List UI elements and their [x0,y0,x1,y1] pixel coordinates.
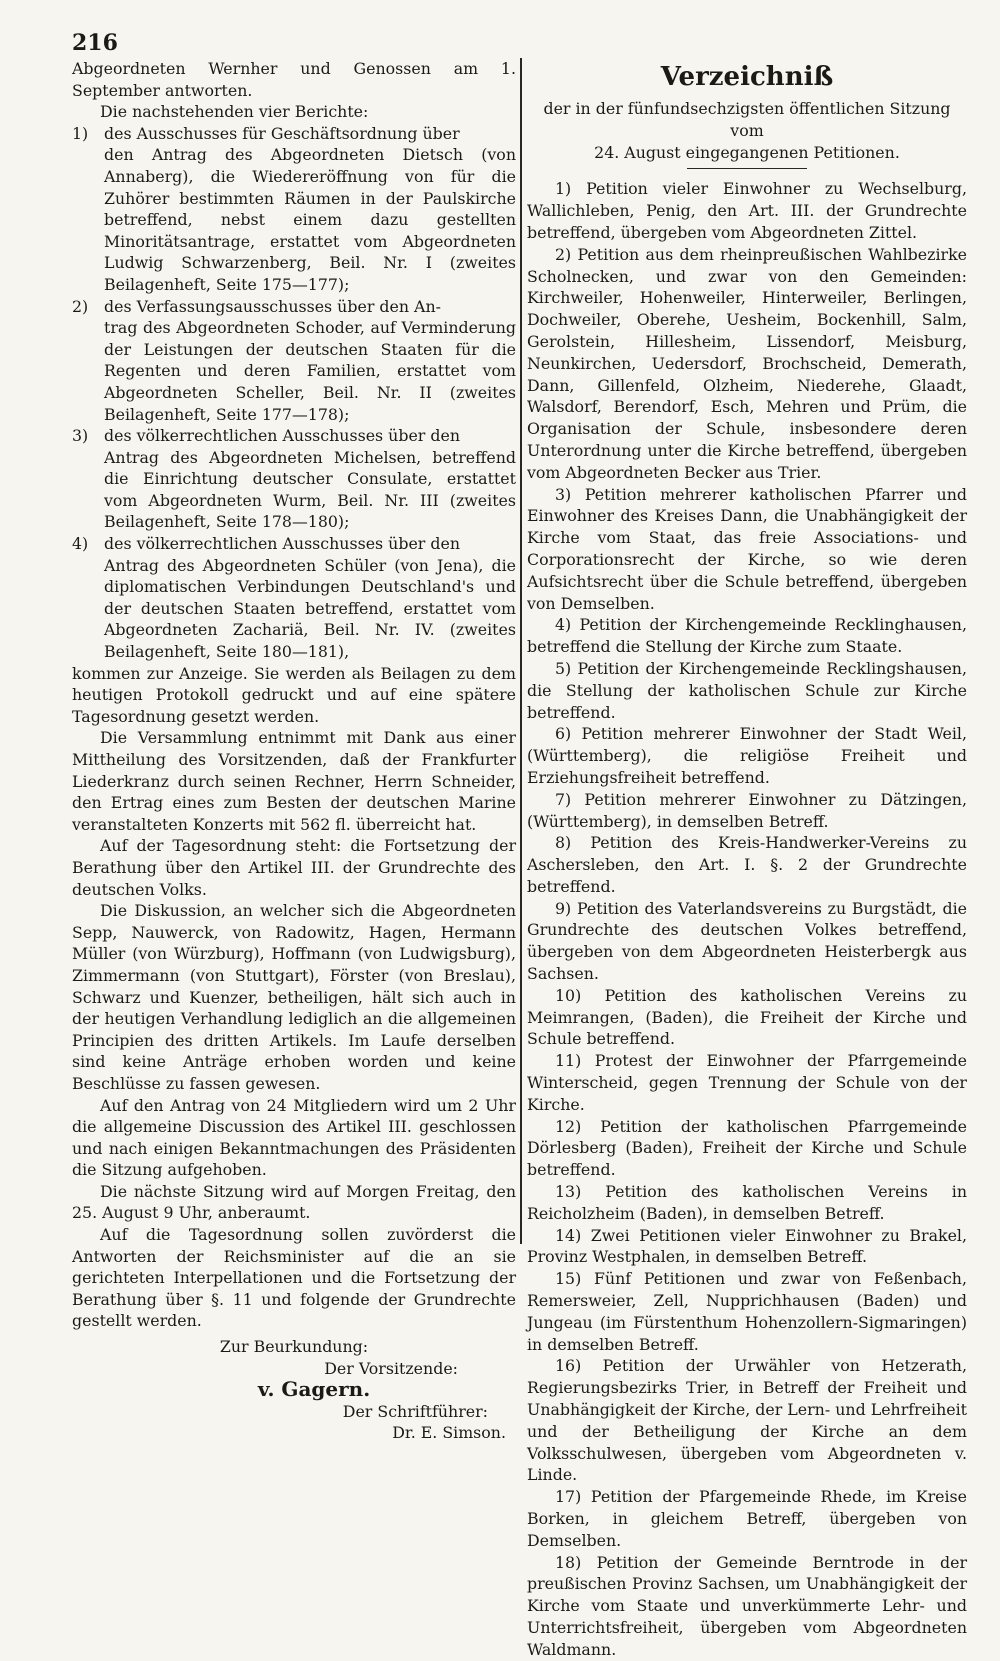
petition-item: 13) Petition des katholischen Vereins in Reicholzheim (Baden), in demselben Betreff. [527,1182,967,1223]
report-text: den Antrag des Abgeordneten Dietsch (von Annaberg), die Wiedereröffnung von für die Zuhörer bestimmten Räumen in der Paulskirche betreffend, nebst einem dazu gestellten Minoritätsantrage, erstattet vom Abgeordneten Ludwig Schwarzenberg, Beil. Nr. I (zweites Beilagenheft, Seite 175—177); [104,145,516,294]
petition-item: 8) Petition des Kreis-Handwerker-Vereins zu Aschersleben, den Art. I. §. 2 der Grundrechte betreffend. [527,833,967,896]
petition-item: 12) Petition der katholischen Pfarrgemeinde Dörlesberg (Baden), Freiheit der Kirche und Schule betreffend. [527,1116,967,1180]
petitions-title: Verzeichniß [660,62,834,92]
petition-item: 9) Petition des Vaterlandsvereins zu Burgstädt, die Grundrechte des deutschen Volkes betreffend, übergeben von dem Abgeordneten Heisterbergk aus Sachsen. [527,898,967,984]
intro-text: Die nachstehenden vier Berichte: [100,102,369,122]
petition-item: 7) Petition mehrerer Einwohner zu Dätzingen, (Württemberg), in demselben Betreff. [527,789,967,831]
petitions-subtitle-line2: 24. August eingegangenen Petitionen. [594,142,900,162]
petition-item: 11) Protest der Einwohner der Pfarrgemeinde Winterscheid, gegen Trennung der Schule von der Kirche. [527,1051,967,1114]
paragraph: Auf der Tagesordnung steht: die Fortsetzung der Berathung über den Artikel III. der Grundrechte des deutschen Volks. [72,836,516,899]
petition-item: 5) Petition der Kirchengemeinde Recklingshausen, die Stellung der katholischen Schule zur Kirche betreffend. [527,658,967,722]
secretary-name: Dr. E. Simson. [392,1423,506,1443]
petition-item: 16) Petition der Urwähler von Hetzerath, Regierungsbezirks Trier, in Betreff der Freiheit und Unabhängigkeit der Kirche, der Lern- und Lehrfreiheit und der Betheiligung der Kirche an dem Volksschulwesen, übergeben vom Abgeordneten v. Linde. [527,1356,967,1485]
title-rule [687,168,807,169]
report-number: 3) [72,426,89,446]
report-text: Antrag des Abgeordneten Schüler (von Jena), die diplomatischen Verbindungen Deutschland's und der deutschen Staaten betreffend, erstattet vom Abgeordneten Zachariä, Beil. Nr. IV. (zweites Beilagenheft, Seite 180—181), [104,555,516,662]
report-list [72,123,516,663]
report-number: 2) [72,296,89,316]
petition-item: 3) Petition mehrerer katholischen Pfarrer und Einwohner des Kreises Dann, die Unabhängigkeit der Kirche vom Staat, das freie Associations- und Corporationsrecht der Kirche, so wie deren Aufsichtsrecht über die Schule betreffend, übergeben von Demselben. [527,484,967,613]
paragraph: Auf den Antrag von 24 Mitgliedern wird um 2 Uhr die allgemeine Discussion des Artikel III. geschlossen und nach einigen Bekanntmachungen des Präsidenten die Sitzung aufgehoben. [72,1095,516,1180]
petition-item: 14) Zwei Petitionen vieler Einwohner zu Brakel, Provinz Westphalen, in demselben Betreff. [527,1225,967,1267]
petition-item: 15) Fünf Petitionen und zwar von Feßenbach, Remersweier, Zell, Nupprichhausen (Baden) und Jungeau (im Fürstenthum Hohenzollern-Sigmaringen) in demselben Betreff. [527,1269,967,1354]
report-item [72,123,516,296]
report-first-line: des völkerrechtlichen Ausschusses über den [104,426,461,446]
petition-item: 1) Petition vieler Einwohner zu Wechselburg, Wallichleben, Penig, den Art. III. der Grundrechte betreffend, übergeben vom Abgeordneten Zittel. [527,179,967,242]
report-number: 1) [72,123,89,143]
petition-item: 2) Petition aus dem rheinpreußischen Wahlbezirke Scholnecken, und zwar von den Gemeinden: Kirchweiler, Hohenweiler, Hinterweiler, Berlingen, Dochweiler, Oberehe, Uesheim, Bockenhill, Salm, Gerolstein, Hillesheim, Lissendorf, Meisburg, Neunkirchen, Uedersdorf, Brochscheid, Demerath, Dann, Gillenfeld, Olzheim, Niederehe, Glaadt, Walsdorf, Berendorf, Esch, Mehren und Prüm, die Organisation der Schule, insbesondere deren Unterordnung unter die Kirche betreffend, übergeben vom Abgeordneten Becker aus Trier. [527,244,967,482]
after-reports-text: kommen zur Anzeige. Sie werden als Beilagen zu dem heutigen Protokoll gedruckt und auf eine spätere Tagesordnung gesetzt werden. [72,663,516,726]
report-first-line: des völkerrechtlichen Ausschusses über den [104,534,461,554]
chair-name: v. Gagern. [257,1377,371,1402]
paragraph: Die Diskussion, an welcher sich die Abgeordneten Sepp, Nauwerck, von Radowitz, Hagen, Hermann Müller (von Würzburg), Hoffmann (von Ludwigsburg), Zimmermann (von Stuttgart), Förster (von Breslau), Schwarz und Kuenzer, betheiligen, hält sich auch in der heutigen Verhandlung lediglich an die allgemeinen Principien des dritten Artikels. Im Laufe derselben sind keine Anträge erhoben worden und keine Beschlüsse zu fassen gewesen. [72,901,516,1093]
secretary-label: Der Schriftführer: [342,1401,488,1421]
opening-text: Abgeordneten Wernher und Genossen am 1. September antworten. [72,59,516,100]
report-number: 4) [72,534,89,554]
column-divider [520,58,522,1244]
petitions-subtitle-line1: der in der fünfundsechzigsten öffentlichen Sitzung vom [543,99,951,140]
petition-item: 6) Petition mehrerer Einwohner der Stadt Weil, (Württemberg), die religiöse Freiheit und Erziehungsfreiheit betreffend. [527,724,967,787]
petition-list [527,178,967,1660]
petition-item: 4) Petition der Kirchengemeinde Recklinghausen, betreffend die Stellung der Kirche zum Staate. [527,615,967,657]
certification-label: Zur Beurkundung: [219,1337,369,1357]
paragraph: Die Versammlung entnimmt mit Dank aus einer Mittheilung des Vorsitzenden, daß der Frankfurter Liederkranz durch seinen Rechner, Herrn Schneider, den Ertrag eines zum Besten der deutschen Marine veranstalteten Konzerts mit 562 fl. überreicht hat. [72,728,516,834]
report-first-line: des Ausschusses für Geschäftsordnung über [104,123,460,143]
report-item [72,296,516,426]
petition-item: 18) Petition der Gemeinde Berntrode in der preußischen Provinz Sachsen, um Unabhängigkeit der Kirche vom Staate und unverkümmerte Lehr- und Unterrichtsfreiheit, übergeben vom Abgeordneten Waldmann. [527,1552,967,1659]
page-number: 216 [72,30,118,56]
paragraph: Auf die Tagesordnung sollen zuvörderst die Antworten der Reichsminister auf die an sie gerichteten Interpellationen und die Fortsetzung der Berathung über §. 11 und folgende der Grundrechte gestellt werden. [72,1225,516,1331]
right-column [527,58,967,1661]
petition-item: 10) Petition des katholischen Vereins zu Meimrangen, (Baden), die Freiheit der Kirche und Schule betreffend. [527,985,967,1049]
report-item [72,533,516,663]
report-item [72,425,516,533]
report-text: Antrag des Abgeordneten Michelsen, betreffend die Einrichtung deutscher Consulate, erstattet vom Abgeordneten Wurm, Beil. Nr. III (zweites Beilagenheft, Seite 178—180); [104,447,516,532]
chair-label: Der Vorsitzende: [324,1358,458,1378]
report-first-line: des Verfassungsausschusses über den An- [104,296,441,316]
report-text: trag des Abgeordneten Schoder, auf Verminderung der Leistungen der deutschen Staaten für die Regenten und deren Familien, erstattet vom Abgeordneten Scheller, Beil. Nr. II (zweites Beilagenheft, Seite 177—178); [104,318,516,424]
paragraph: Die nächste Sitzung wird auf Morgen Freitag, den 25. August 9 Uhr, anberaumt. [72,1181,516,1223]
left-column [72,58,516,1444]
petition-item: 17) Petition der Pfargemeinde Rhede, im Kreise Borken, in gleichem Betreff, übergeben von Demselben. [527,1487,967,1550]
